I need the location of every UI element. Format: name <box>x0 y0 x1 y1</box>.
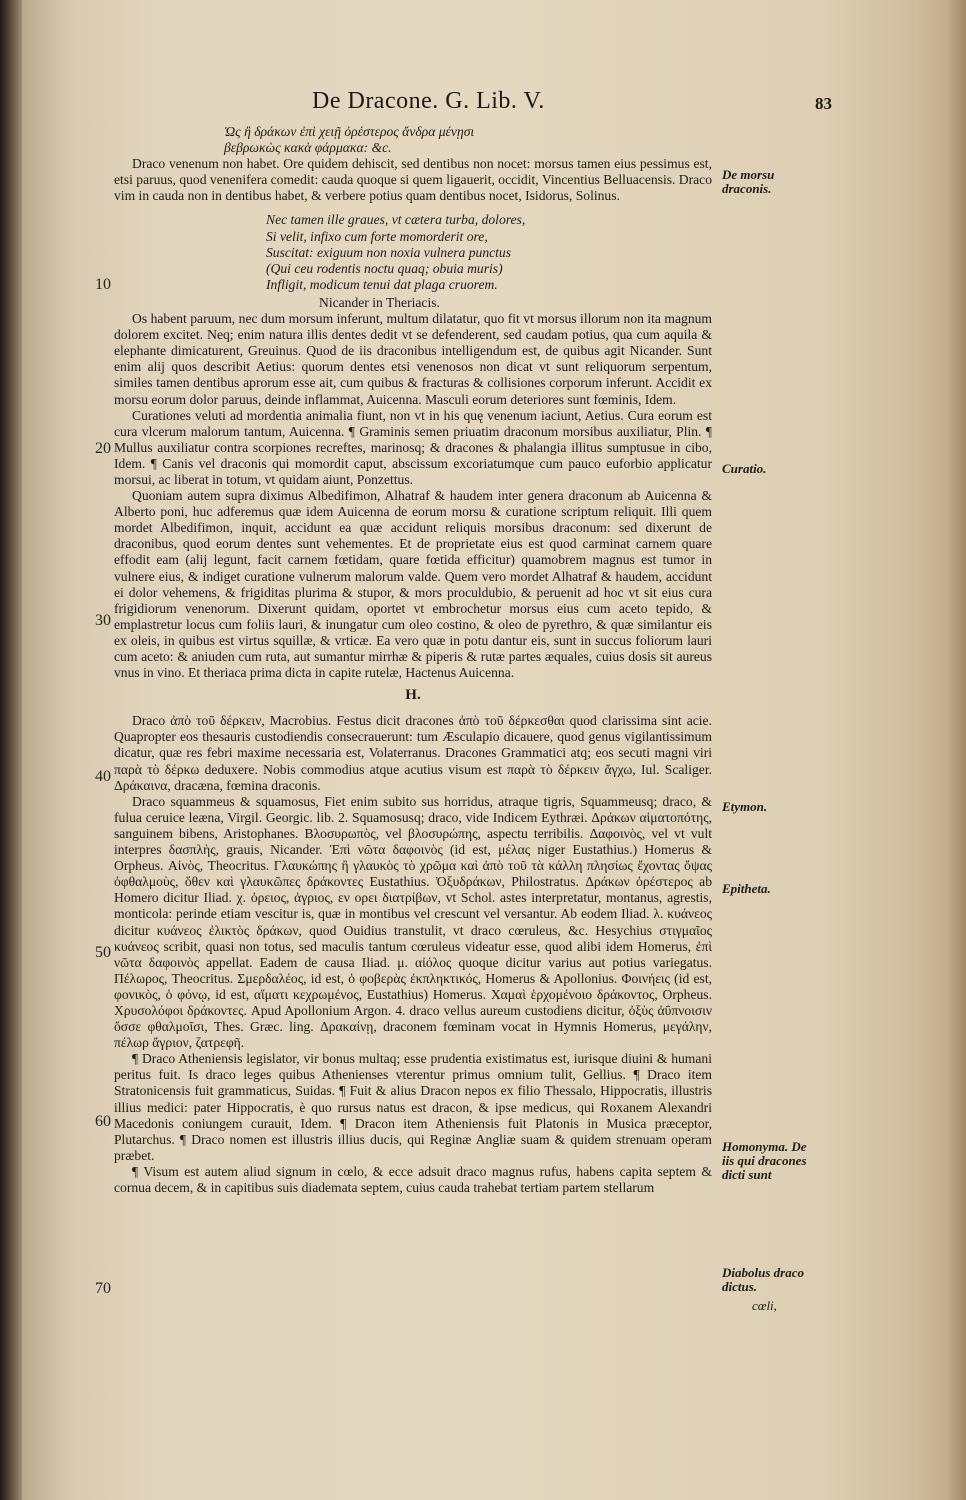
paragraph: Draco ἀπὸ τοῦ δέρκειν, Macrobius. Festus dicit dracones ἀπὸ τοῦ δέρκεσθαι quod clarissima sint acie. Quapropter eos thesauris custodiendis consecrauerunt: tum Æsculapio dicauere, quod genus vigilantissimum dicatur, quæ res febri maxime necessaria est, Volaterranus. Dracones Grammatici atq; eos secuti magni viri παρὰ τὸ δέρκω deduxere. Nobis commodius atque acutius visum est παρὰ τὸ δέρκειν ἄγχω, Iul. Scaliger. Δράκαινα, dracæna, fœmina draconis. <box>114 713 712 793</box>
book-page <box>22 0 966 1500</box>
paragraph: Draco squammeus & squamosus, Fiet enim subito sus horridus, atraque tigris, Squammeusq; draco, & fulua ceruice leæna, Virgil. Georgic. lib. 2. Squamosusq; draco, vide Indicem Eythræi. Δράκων αἱματοπότης, sanguinem bibens, Aristophanes. Βλοσυρωπὸς, vel βλοσυρώπης, aspectu terribilis. Δαφοινὸς, vel vt vult interpres δασπλὴς, grauis, Nicander. Ἐπὶ νῶτα δαφοινὸς (id est, μέλας niger Eustathius.) Homerus & Orpheus. Αἰνὸς, Theocritus. Γλαυκώπης ἢ γλαυκὸς τὸ χρῶμα καὶ ἀπὸ τοῦ τὰ κάλλη πλησίως ἔχοντας ὄψας ὀφθαλμοὺς, ὅθεν καὶ γλαυκῶπες δράκοντες Eustathius. Ὀξυδράκων, Philostratus. Δράκων ὀρέστερος ab Homero dicitur Iliad. χ. ὀρειος, ἀγριος, εν ορει διατρίβων, vt Schol. astes interpretatur, montanus, agrestis, monticola: perinde etiam vescitur is, quæ in montibus vel crescunt vel versantur. Ab eodem Iliad. λ. κυάνεος dicitur κυάνεος ἐλικτὸς δράκων, quod Ouidius transtulit, vt draco cœruleus, &c. Hesychius στιγμαῖος κυάνεος scribit, quasi non totus, sed maculis tantum cœruleus videatur esse, quod alibi idem Homerus, ἐπὶ νῶτα δαφοινὸς appellat. Eadem de causa Iliad. μ. αἰόλος quoque dicitur varius aut potius variegatus. Πέλωρος, Theocritus. Σμερδαλέος, id est, ὁ φοβερὰς ἐκπληκτικός, Homerus & Apollonius. Φοινήεις (id est, φονικὸς, ὁ φόνῳ, id est, αἵματι κεχρωμένος, Eustathius) Homerus. Χαμαὶ ἑρχομένοιο δράκοντος, Orpheus. Χρυσολόφοι δράκοντες. Apud Apollonium Argon. 4. draco vellus aureum custodiens dicitur, ὀξὺς ἀΰπνοισιν ὄσσε φθαλμοῖσι, Thes. Græc. ling. Δρακαίνῃ, draconem fœminam vocat in Hymnis Homerus, μεγάλην, πέλωρ ἄγριον, ζατρεφῆ. <box>114 793 712 1051</box>
running-head-title: De Dracone. G. Lib. V. <box>312 88 545 114</box>
paragraph: Curationes veluti ad mordentia animalia fiunt, non vt in his quę venenum iaciunt, Aetius. Cura eorum est cura vlcerum malorum tantum, Auicenna. ¶ Graminis semen priuatim draconum morsibus auxiliatur, Plin. ¶ Mullus auxiliatur contra scorpiones recreftes, marinosq; & dracones & phalangia illitus sumptusue in cibo, Idem. ¶ Canis vel draconis qui momordit caput, abscissum excoriatumque cum pauco euforbio applicatur morsui, ac liberat in totum, vt quidam aiunt, Ponzettus. <box>114 407 712 487</box>
line-number: 70 <box>95 1280 111 1297</box>
verse-line: Nec tamen ille graues, vt cætera turba, dolores, <box>266 212 526 228</box>
paragraph: Quoniam autem supra diximus Albedifimon, Alhatraf & haudem inter genera draconum ab Auicenna & Alberto poni, huc adferemus quæ idem Auicenna de eorum morsu & curatione scriptum reliquit. Illi quem mordet Albedifimon, inquit, accidunt ea quæ accidunt reliquis morsibus draconum: sed dixerunt de draconibus, quod eorum dentes sunt vehementes. Et de proprietate eius est quod carminat carnem quare effodit eam (alij legunt, facit carnem fœtidam, quare fœtida efficitur) quamobrem magnus est tumor in vulnere eius, & indiget curatione vulnerum malorum valde. Quem vero mordet Alhatraf & haudem, accidunt ei dolor vehemens, & frigiditas plurima & stupor, & mors proculdubio, & peruenit ad hoc vt sit eius cura frigidiorum venenorum. Dixerunt quidam, oportet vt embrochetur morsus eius cum aceto tepido, & emplastretur locus cum foliis lauri, & inungatur cum oleo costino, & oleo de pyrethro, & quæ similantur eis ex oleis, in quibus est virtus squillæ, & vrticæ. Ea vero quæ in potu dantur eis, sunt in succus foliorum lauri cum aceto: & aniuden cum ruta, aut sumantur mirrhæ & piperis & rutæ partes æquales, cuius dosis sit aureus vnus in vino. Et theriaca prima dicta in capite rutelæ, Hactenus Auicenna. <box>114 488 712 681</box>
verse-source: Nicander in Theriacis. <box>319 294 440 310</box>
margin-note: Homonyma. De iis qui dracones dicti sunt <box>722 1139 807 1182</box>
folio-number: 83 <box>815 94 832 113</box>
margin-note: De morsu draconis. <box>722 167 775 196</box>
main-text-block <box>114 124 712 1196</box>
verse-block <box>114 212 712 292</box>
line-number: 10 <box>95 276 111 293</box>
verse-line: Infligit, modicum tenui dat plaga cruorem. <box>266 276 498 292</box>
greek-quote-line: βεβρωκὼς κακὰ φάρμακα: &c. <box>224 140 392 156</box>
verse-line: (Qui ceu rodentis noctu quaq; obuia muris) <box>266 260 503 276</box>
section-letter: H. <box>405 687 421 704</box>
margin-note: Curatio. <box>722 461 767 476</box>
verse-line: Suscitat: exiguum non noxia vulnera punctus <box>266 244 512 260</box>
page-edge-shadow <box>948 0 966 1500</box>
margin-note: Epitheta. <box>722 881 771 896</box>
greek-quote-line: Ὡς ἢ δράκων ἐπὶ χειῇ ὀρέστερος ἄνδρα μένῃσι <box>224 124 475 139</box>
paragraph: ¶ Draco Atheniensis legislator, vir bonus multaq; esse prudentia existimatus est, iurisque diuini & humani peritus fuit. Is draco leges quibus Athenienses vterentur primus omnium tulit, Gellius. ¶ Draco item Stratonicensis fuit grammaticus, Suidas. ¶ Fuit & alius Dracon nepos ex filio Thessalo, Hippocratis, illustris illius medici: pater Hippocratis, è quo rursus natus est dracon, & ipse medicus, qui Roxanem Alexandri Macedonis coniungem curauit, Idem. ¶ Dracon item Atheniensis fuit Platonis in Musica præceptor, Plutarchus. ¶ Draco nomen est illustris illius ducis, qui Reginæ Angliæ suam & quidem strenuam operam præbet. <box>114 1051 712 1163</box>
verse-line: Si velit, infixo cum forte momorderit ore, <box>266 228 488 244</box>
line-number: 40 <box>95 768 111 785</box>
line-number: 60 <box>95 1113 111 1130</box>
margin-note: Etymon. <box>722 799 768 814</box>
line-number: 20 <box>95 440 111 457</box>
line-number: 30 <box>95 612 111 629</box>
margin-note: Diabolus draco dictus. <box>722 1265 804 1294</box>
catchword: cœli, <box>752 1298 777 1313</box>
paragraph: ¶ Visum est autem aliud signum in cœlo, & ecce adsuit draco magnus rufus, habens capita septem & cornua decem, & in capitibus suis diademata septem, cuius cauda trahebat tertiam partem stellarum <box>114 1163 712 1195</box>
line-number: 50 <box>95 944 111 961</box>
paragraph: Draco venenum non habet. Ore quidem dehiscit, sed dentibus non nocet: morsus tamen eius pessimus est, etsi paruus, quod venenifera comedit: cauda quoque si quem ligauerit, occidit, Vincentius Belluacensis. Draco vim in cauda non in dentibus habet, & verbere potius quam dentibus nocet, Isidorus, Solinus. <box>114 156 713 204</box>
paragraph: Os habent paruum, nec dum morsum inferunt, multum dilatatur, quo fit vt morsus illorum non ita magnum dolorem excitet. Neq; enim natura illis dentes dedit vt se defenderent, sed caudam potius, qua cum aquila & elephante dimicaturent, Greuinus. Quod de iis draconibus intelligendum est, de quibus agit Nicander. Sunt enim alij quos describit Aetius: quorum dentes etsi venenosos non dicat vt sunt reliquorum serpentum, similes tamen dentibus aprorum esse ait, cum quibus & fracturas & collisiones corporum inferunt. Accidit ex morsu eorum dolor paruus, deinde inflammat, Auicenna. Masculi eorum deteriores sunt fœminis, Idem. <box>114 311 712 407</box>
